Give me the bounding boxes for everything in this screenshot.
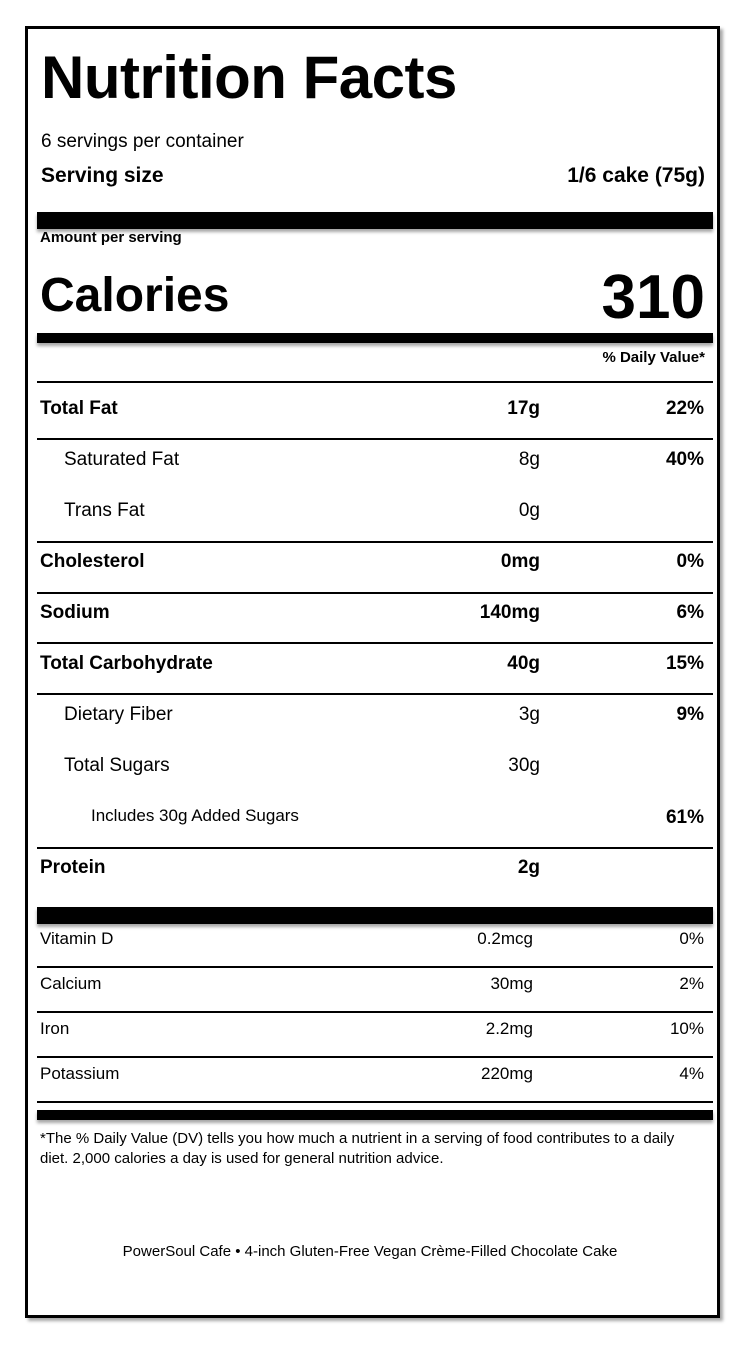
- divider: [37, 966, 713, 968]
- calories-value: 310: [601, 263, 705, 332]
- label-title: Nutrition Facts: [41, 44, 457, 111]
- nutrient-dv: 61%: [665, 807, 704, 828]
- nutrient-amount: 40g: [507, 653, 540, 674]
- vitamin-amount: 30mg: [490, 974, 533, 993]
- nutrient-row-protein: [0, 857, 750, 881]
- nutrient-dv: 0%: [676, 551, 704, 572]
- nutrient-row-sodium: [0, 602, 750, 626]
- divider: [37, 541, 713, 543]
- divider: [37, 1011, 713, 1013]
- nutrient-amount: 3g: [518, 704, 540, 725]
- vitamin-amount: 2.2mg: [485, 1019, 533, 1038]
- nutrient-row-dietary-fiber: [0, 704, 750, 728]
- divider: [37, 693, 713, 695]
- vitamin-name: Vitamin D: [40, 929, 114, 948]
- product-footer: PowerSoul Cafe • 4-inch Gluten-Free Vegan Crème-Filled Chocolate Cake: [122, 1243, 618, 1260]
- nutrient-row-total-carbohydrate: [0, 653, 750, 677]
- nutrient-dv: 22%: [665, 398, 704, 419]
- amount-per-serving: Amount per serving: [40, 229, 182, 246]
- vitamin-row-potassium: [0, 1064, 750, 1086]
- nutrient-name: Sodium: [40, 602, 110, 623]
- nutrient-name: Total Sugars: [64, 755, 170, 776]
- divider: [37, 1056, 713, 1058]
- nutrient-dv: 9%: [676, 704, 704, 725]
- daily-value-header: % Daily Value*: [602, 349, 705, 366]
- nutrient-amount: 0mg: [500, 551, 540, 572]
- divider-dv-header: [37, 381, 713, 383]
- divider-thick-top: [37, 212, 713, 229]
- vitamin-row-calcium: [0, 974, 750, 996]
- divider-footnote: [37, 1110, 713, 1120]
- servings-per-container: 6 servings per container: [41, 131, 244, 152]
- vitamin-dv: 2%: [679, 974, 704, 993]
- nutrient-name: Protein: [40, 857, 106, 878]
- nutrient-row-cholesterol: [0, 551, 750, 575]
- vitamin-amount: 220mg: [481, 1064, 533, 1083]
- vitamin-name: Calcium: [40, 974, 102, 993]
- divider: [37, 1101, 713, 1103]
- nutrient-name: Total Carbohydrate: [40, 653, 213, 674]
- vitamin-row-iron: [0, 1019, 750, 1041]
- serving-size-value: 1/6 cake (75g): [567, 164, 705, 187]
- nutrient-amount: 2g: [517, 857, 540, 878]
- vitamin-name: Iron: [40, 1019, 70, 1038]
- nutrient-dv: 15%: [665, 653, 704, 674]
- nutrient-amount: 8g: [518, 449, 540, 470]
- nutrient-name: Trans Fat: [64, 500, 145, 521]
- divider: [37, 847, 713, 849]
- vitamin-dv: 0%: [679, 929, 704, 948]
- divider-calories: [37, 333, 713, 343]
- nutrient-amount: 30g: [508, 755, 540, 776]
- nutrient-row-trans-fat: [0, 500, 750, 524]
- divider: [37, 438, 713, 440]
- nutrient-dv: 40%: [665, 449, 704, 470]
- serving-size-label: Serving size: [41, 164, 164, 187]
- vitamin-dv: 10%: [669, 1019, 704, 1038]
- nutrient-name: Saturated Fat: [64, 449, 180, 470]
- nutrient-amount: 0g: [518, 500, 540, 521]
- calories-label: Calories: [40, 269, 230, 322]
- nutrient-name: Dietary Fiber: [64, 704, 173, 725]
- nutrient-dv: 6%: [676, 602, 704, 623]
- nutrient-amount: 17g: [507, 398, 540, 419]
- vitamin-name: Potassium: [40, 1064, 120, 1083]
- vitamin-row-vitamin-d: [0, 929, 750, 951]
- nutrient-amount: 140mg: [479, 602, 540, 623]
- nutrient-row-total-fat: [0, 398, 750, 422]
- vitamin-dv: 4%: [679, 1064, 704, 1083]
- nutrient-row-added-sugars: [0, 806, 750, 830]
- divider: [37, 642, 713, 644]
- divider-thick-vitamins: [37, 907, 713, 924]
- nutrient-row-saturated-fat: [0, 449, 750, 473]
- nutrient-name: Total Fat: [40, 398, 118, 419]
- divider: [37, 592, 713, 594]
- nutrient-row-total-sugars: [0, 755, 750, 779]
- daily-value-footnote: *The % Daily Value (DV) tells you how much a nutrient in a serving of food contributes to a daily diet. 2,000 calories a day is used for general nutrition advice.: [40, 1130, 675, 1167]
- nutrient-name: Cholesterol: [40, 551, 145, 572]
- nutrient-name: Includes 30g Added Sugars: [91, 806, 299, 825]
- vitamin-amount: 0.2mcg: [477, 929, 533, 948]
